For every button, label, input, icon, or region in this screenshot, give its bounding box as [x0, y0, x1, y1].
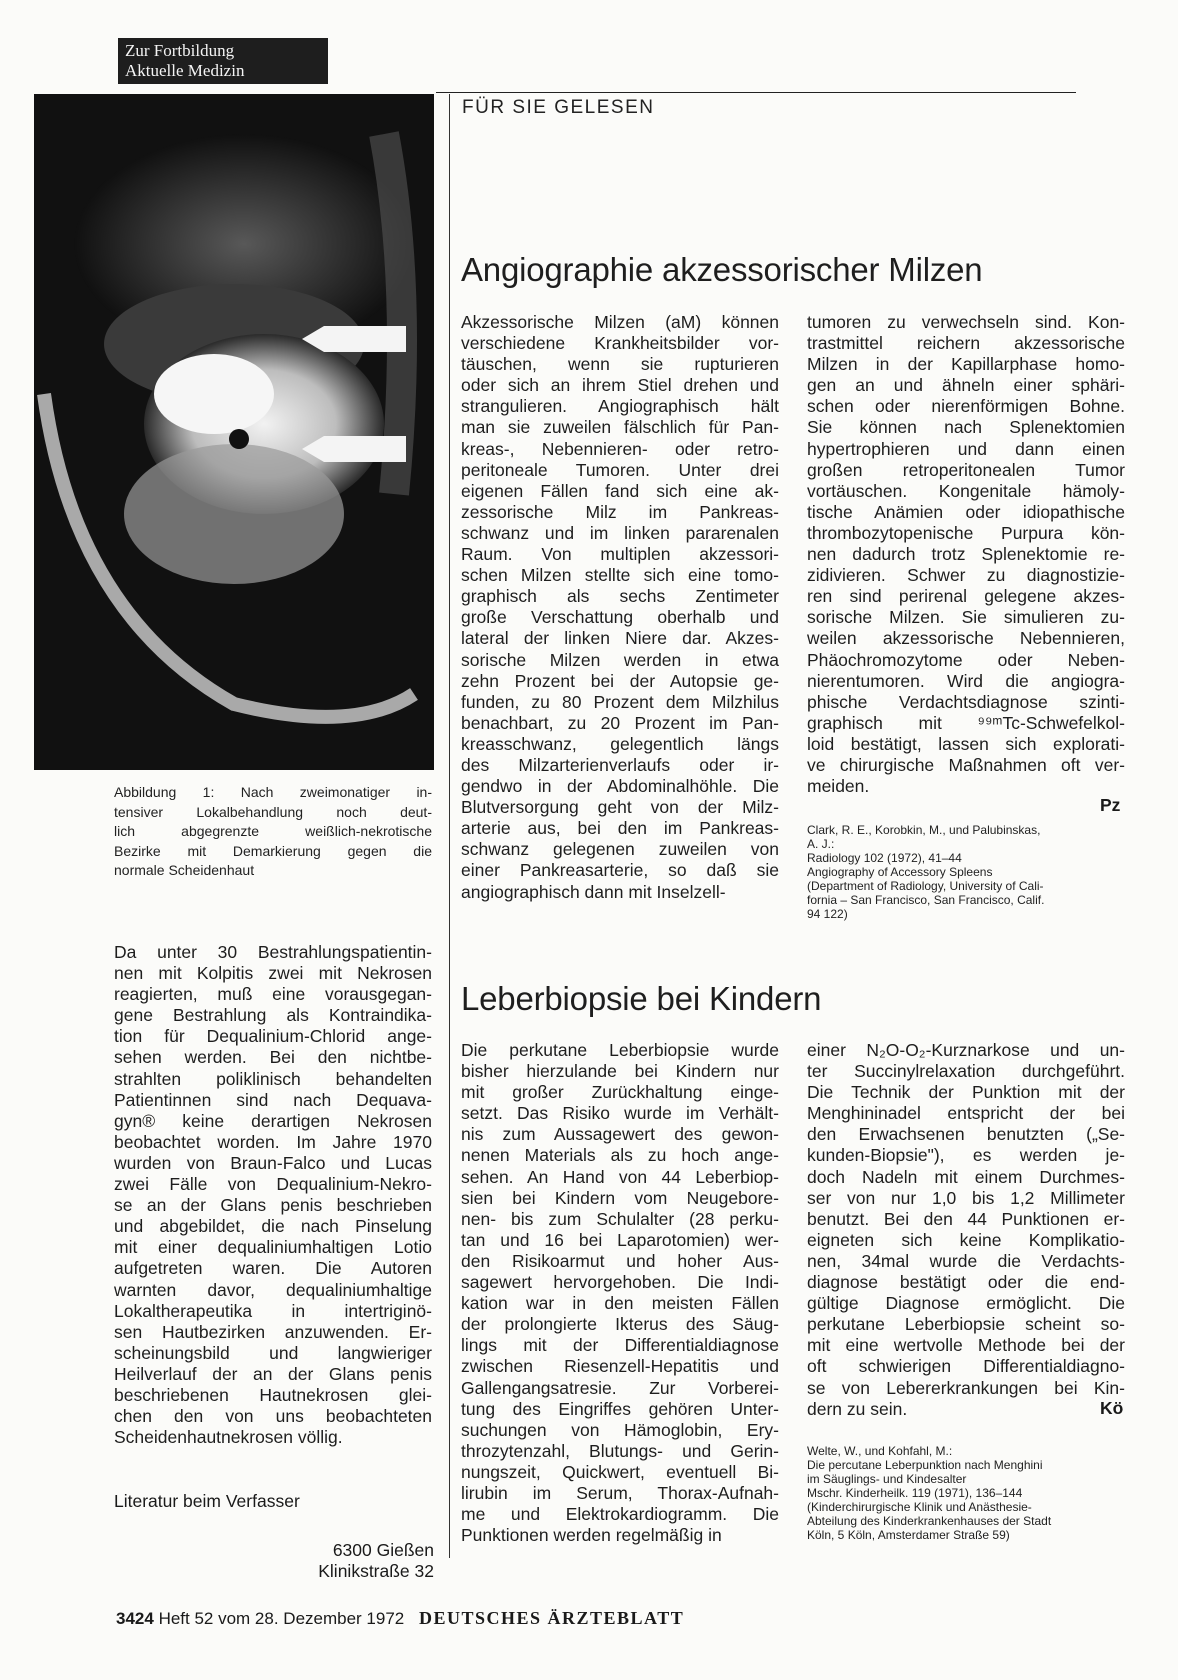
body-text-line: Die Technik der Punktion mit der: [807, 1082, 1125, 1103]
body-text-line: me und Elektrokardiogramm. Die: [461, 1504, 779, 1525]
column-divider: [449, 94, 450, 1558]
body-text-line: tumoren zu verwechseln sind. Kon-: [807, 312, 1125, 332]
body-text-line: benutzt. Bei den 44 Punktionen er-: [807, 1208, 1125, 1229]
body-text-line: Akzessorische Milzen (aM) können: [461, 312, 779, 332]
body-text-line: Scheidenhautnekrosen völlig.: [114, 1427, 343, 1448]
body-text-line: meiden.: [807, 776, 870, 797]
body-text-line: aufgetreten waren. Die Autoren: [114, 1258, 432, 1279]
caption-line: Abbildung 1: Nach zweimonatiger in-: [114, 784, 432, 800]
body-text-line: mit einer dequaliniumhaltigen Lotio: [114, 1237, 432, 1258]
body-text-line: oft schwierigen Differentialdiagno-: [807, 1356, 1125, 1377]
reference-line: Radiology 102 (1972), 41–44: [807, 851, 962, 865]
body-text-line: Raum. Von multiplen akzessori-: [461, 544, 779, 565]
reference-line: Clark, R. E., Korobkin, M., und Palubinskas,: [807, 823, 1041, 837]
body-text-line: hypertrophieren und dann einen: [807, 438, 1125, 459]
body-text-line: zwei Fälle von Dequalinium-Nekro-: [114, 1174, 432, 1195]
body-text-line: eigenen Fällen fand sich eine ak-: [461, 480, 779, 501]
body-text-line: setzt. Das Risiko wurde im Verhält-: [461, 1103, 779, 1124]
reference-line: fornia – San Francisco, San Francisco, Calif.: [807, 893, 1045, 907]
body-text-line: Punktionen werden regelmäßig in: [461, 1525, 722, 1546]
caption-line: Bezirke mit Demarkierung gegen die: [114, 842, 432, 859]
body-text-line: sien bei Kindern vom Neugebore-: [461, 1187, 779, 1208]
body-text-line: warnten davor, dequaliniumhaltige: [114, 1279, 432, 1300]
reference-line: Mschr. Kinderheilk. 119 (1971), 136–144: [807, 1486, 1023, 1500]
literature-note: Literatur beim Verfasser: [114, 1491, 300, 1511]
reference-line: Köln, 5 Köln, Amsterdamer Straße 59): [807, 1528, 1010, 1542]
body-text-line: nen dadurch trotz Splenektomie re-: [807, 544, 1125, 565]
body-text-line: sorische Milzen. Sie simulieren zu-: [807, 607, 1125, 628]
reference-line: 94 122): [807, 907, 848, 921]
reference-line: A. J.:: [807, 837, 835, 851]
body-text-line: Lokaltherapeutika in intertriginö-: [114, 1300, 432, 1321]
body-text-line: zidivieren. Schwer zu diagnostizie-: [807, 565, 1125, 586]
body-text-line: phische Verdachtsdiagnose szinti-: [807, 691, 1125, 712]
body-text-line: kreas-, Nebennieren- oder retro-: [461, 438, 779, 459]
body-text-line: verschiedene Krankheitsbilder vor-: [461, 333, 779, 354]
body-text-line: einer Pankreasarterie, so daß sie: [461, 860, 779, 881]
body-text-line: diagnose bestätigt oder die end-: [807, 1272, 1125, 1293]
body-text-line: täuschen, wenn sie rupturieren: [461, 354, 779, 375]
reference-line: (Kinderchirurgische Klinik und Anästhesie-: [807, 1500, 1032, 1514]
body-text-line: nenen Materials als zu hoch ange-: [461, 1145, 779, 1166]
top-rule: [436, 92, 1076, 93]
body-text-line: Patientinnen sind nach Dequava-: [114, 1089, 432, 1110]
body-text-line: den Erwachsenen benutzten („Se-: [807, 1124, 1125, 1145]
body-text-line: zehn Prozent bei der Autopsie ge-: [461, 670, 779, 691]
body-text-line: kreasschwanz, gelegentlich längs: [461, 733, 779, 754]
body-text-line: große Verschattung oberhalb und: [461, 607, 779, 628]
body-text-line: thrombozytopenische Purpura kön-: [807, 522, 1125, 543]
body-text-line: Blutversorgung geht von der Milz-: [461, 797, 779, 818]
article1-column-1: [461, 312, 779, 903]
section-tag-line-1: Zur Fortbildung: [125, 41, 235, 60]
body-text-line: wurden von Braun-Falco und Lucas: [114, 1152, 432, 1173]
left-article-body: [114, 942, 432, 1448]
article2-reference: [807, 1444, 1125, 1542]
body-text-line: Menghininadel entspricht der bei: [807, 1103, 1125, 1124]
body-text-line: nen, 34mal wurde die Verdachts-: [807, 1250, 1125, 1271]
body-text-line: schen Milzen stellte sich eine tomo-: [461, 565, 779, 586]
body-text-line: loid bestätigt, lassen sich explorati-: [807, 733, 1125, 754]
body-text-line: gültige Diagnose ermöglicht. Die: [807, 1293, 1125, 1314]
body-text-line: tan und 16 bei Laparotomien) wer-: [461, 1229, 779, 1250]
reference-line: (Department of Radiology, University of Cali-: [807, 879, 1044, 893]
body-text-line: lirubin im Serum, Thorax-Aufnah-: [461, 1482, 779, 1503]
body-text-line: nen- bis zum Schulalter (28 perku-: [461, 1208, 779, 1229]
body-text-line: scheinungsbild und langwieriger: [114, 1342, 432, 1363]
body-text-line: benachbart, zu 20 Prozent im Pan-: [461, 712, 779, 733]
caption-line: normale Scheidenhaut: [114, 862, 255, 878]
address-line-2: Klinikstraße 32: [318, 1561, 434, 1581]
body-text-line: graphisch als sechs Zentimeter: [461, 586, 779, 607]
body-text-line: gen an und ähneln einer sphäri-: [807, 375, 1125, 396]
body-text-line: ser von nur 1,0 bis 1,2 Millimeter: [807, 1187, 1125, 1208]
issue-info: Heft 52 vom 28. Dezember 1972: [158, 1609, 405, 1628]
body-text-line: Die perkutane Leberbiopsie wurde: [461, 1040, 779, 1060]
masthead: DEUTSCHES ÄRZTEBLATT: [418, 1608, 685, 1628]
body-text-line: ter Succinylrelaxation durchgeführt.: [807, 1061, 1125, 1082]
body-text-line: perkutane Leberbiopsie scheint so-: [807, 1314, 1125, 1335]
body-text-line: der prolongierte Ikterus des Säug-: [461, 1314, 779, 1335]
body-text-line: nierentumoren. Wird die angiogra-: [807, 670, 1125, 691]
body-text-line: gyn® keine derartigen Nekrosen: [114, 1110, 432, 1131]
body-text-line: suchungen von Hämoglobin, Ery-: [461, 1419, 779, 1440]
body-text-line: chen den von uns beobachteten: [114, 1406, 432, 1427]
caption-line: lich abgegrenzte weißlich-nekrotische: [114, 823, 432, 839]
caption-line: tensiver Lokalbehandlung noch deut-: [114, 803, 432, 820]
body-text-line: den Risikoarmut und hoher Aus-: [461, 1250, 779, 1271]
address-line-1: 6300 Gießen: [332, 1540, 434, 1560]
body-text-line: strahlten poliklinisch behandelten: [114, 1068, 432, 1089]
body-text-line: throzytenzahl, Blutungs- und Gerin-: [461, 1440, 779, 1461]
clinical-photo: [34, 94, 434, 770]
reference-line: Angiography of Accessory Spleens: [807, 865, 993, 879]
body-text-line: graphisch mit ⁹⁹ᵐTc-Schwefelkol-: [807, 712, 1125, 733]
body-text-line: trastmittel reichern akzessorische: [807, 333, 1125, 354]
article1-column-2: [807, 312, 1125, 797]
article1-reference: [807, 823, 1125, 921]
page-footer: [116, 1608, 684, 1629]
body-text-line: Sie können nach Splenektomien: [807, 417, 1125, 438]
body-text-line: ren sind perirenal gelegene akzes-: [807, 586, 1125, 607]
body-text-line: beobachtet worden. Im Jahre 1970: [114, 1131, 432, 1152]
section-tag: [118, 38, 328, 84]
body-text-line: sorische Milzen werden in etwa: [461, 649, 779, 670]
body-text-line: Phäochromozytome oder Neben-: [807, 649, 1125, 670]
body-text-line: se an der Glans penis beschrieben: [114, 1195, 432, 1216]
body-text-line: se von Lebererkrankungen bei Kin-: [807, 1377, 1125, 1398]
body-text-line: sagewert hervorgehoben. Die Indi-: [461, 1272, 779, 1293]
body-text-line: nen mit Kolpitis zwei mit Nekrosen: [114, 963, 432, 984]
body-text-line: reagierten, muß eine vorausgegan-: [114, 984, 432, 1005]
body-text-line: lings mit der Differentialdiagnose: [461, 1335, 779, 1356]
body-text-line: eigneten sich keine Komplikatio-: [807, 1229, 1125, 1250]
body-text-line: mit großer Zurückhaltung einge-: [461, 1082, 779, 1103]
body-text-line: strangulieren. Angiographisch hält: [461, 396, 779, 417]
body-text-line: bisher hierzulande bei Kindern nur: [461, 1061, 779, 1082]
body-text-line: weilen akzessorische Nebennieren,: [807, 628, 1125, 649]
body-text-line: und abgebildet, die nach Pinselung: [114, 1216, 432, 1237]
body-text-line: peritoneale Tumoren. Unter drei: [461, 459, 779, 480]
body-text-line: sen Hautbezirken anzuwenden. Er-: [114, 1321, 432, 1342]
figure-caption: [114, 783, 432, 881]
column-kicker: FÜR SIE GELESEN: [462, 97, 655, 118]
body-text-line: tung des Eingriffes gehören Unter-: [461, 1398, 779, 1419]
body-text-line: dern zu sein.: [807, 1398, 908, 1419]
body-text-line: Milzen in der Kapillarphase homo-: [807, 354, 1125, 375]
article2-signoff: Kö: [1100, 1398, 1124, 1418]
body-text-line: arterie aus, bei den im Pankreas-: [461, 818, 779, 839]
body-text-line: zwischen Riesenzell-Hepatitis und: [461, 1356, 779, 1377]
body-text-line: sehen. An Hand von 44 Leberbiop-: [461, 1166, 779, 1187]
body-text-line: Heilverlauf der an der Glans penis: [114, 1363, 432, 1384]
article2-column-2: [807, 1040, 1125, 1420]
body-text-line: Da unter 30 Bestrahlungspatientin-: [114, 942, 432, 962]
body-text-line: nungszeit, Quickwert, eventuell Bi-: [461, 1461, 779, 1482]
body-text-line: kunden-Biopsie"), es werden je-: [807, 1145, 1125, 1166]
body-text-line: des Milzarterienverlaufs oder ir-: [461, 754, 779, 775]
body-text-line: doch Nadeln mit einem Durchmes-: [807, 1166, 1125, 1187]
reference-line: Abteilung des Kinderkrankenhauses der Stadt: [807, 1514, 1052, 1528]
body-text-line: tion für Dequalinium-Chlorid ange-: [114, 1026, 432, 1047]
body-text-line: schwanz gelegenen zuweilen von: [461, 839, 779, 860]
reference-line: Die percutane Leberpunktion nach Menghini: [807, 1458, 1043, 1472]
body-text-line: gendwo in der Abdominalhöhle. Die: [461, 776, 779, 797]
article1-signoff: Pz: [1100, 795, 1121, 815]
section-tag-line-2: Aktuelle Medizin: [125, 61, 245, 80]
article-title-angiographie: Angiographie akzessorischer Milzen: [461, 251, 983, 288]
body-text-line: man sie zuweilen fälschlich für Pan-: [461, 417, 779, 438]
author-address: [300, 1540, 434, 1582]
article2-column-1: [461, 1040, 779, 1546]
body-text-line: sehen werden. Bei den nichtbe-: [114, 1047, 432, 1068]
body-text-line: schwanz und im linken pararenalen: [461, 522, 779, 543]
body-text-line: angiographisch dann mit Inselzell-: [461, 881, 726, 902]
body-text-line: vortäuschen. Kongenitale hämoly-: [807, 480, 1125, 501]
body-text-line: einer N₂O-O₂-Kurznarkose und un-: [807, 1040, 1125, 1060]
body-text-line: mit eine wertvolle Methode bei der: [807, 1335, 1125, 1356]
body-text-line: oder sich an ihrem Stiel drehen und: [461, 375, 779, 396]
body-text-line: Gallengangsatresie. Zur Vorberei-: [461, 1377, 779, 1398]
body-text-line: schen oder nierenförmigen Bohne.: [807, 396, 1125, 417]
body-text-line: lateral der linken Niere dar. Akzes-: [461, 628, 779, 649]
body-text-line: gene Bestrahlung als Kontraindika-: [114, 1005, 432, 1026]
body-text-line: nis zum Aussagewert des gewon-: [461, 1124, 779, 1145]
body-text-line: tische Anämien oder idiopathische: [807, 501, 1125, 522]
photo-graphic: [34, 94, 434, 770]
article-title-leberbiopsie: Leberbiopsie bei Kindern: [461, 980, 822, 1017]
body-text-line: kation war in den meisten Fällen: [461, 1293, 779, 1314]
body-text-line: zessorische Milz im Pankreas-: [461, 501, 779, 522]
page-number: 3424: [116, 1609, 154, 1628]
reference-line: im Säuglings- und Kindesalter: [807, 1472, 967, 1486]
reference-line: Welte, W., und Kohfahl, M.:: [807, 1444, 953, 1458]
body-text-line: großen retroperitonealen Tumor: [807, 459, 1125, 480]
body-text-line: beschriebenen Hautnekrosen glei-: [114, 1384, 432, 1405]
body-text-line: ve chirurgische Maßnahmen oft ver-: [807, 754, 1125, 775]
body-text-line: funden, zu 80 Prozent dem Milzhilus: [461, 691, 779, 712]
